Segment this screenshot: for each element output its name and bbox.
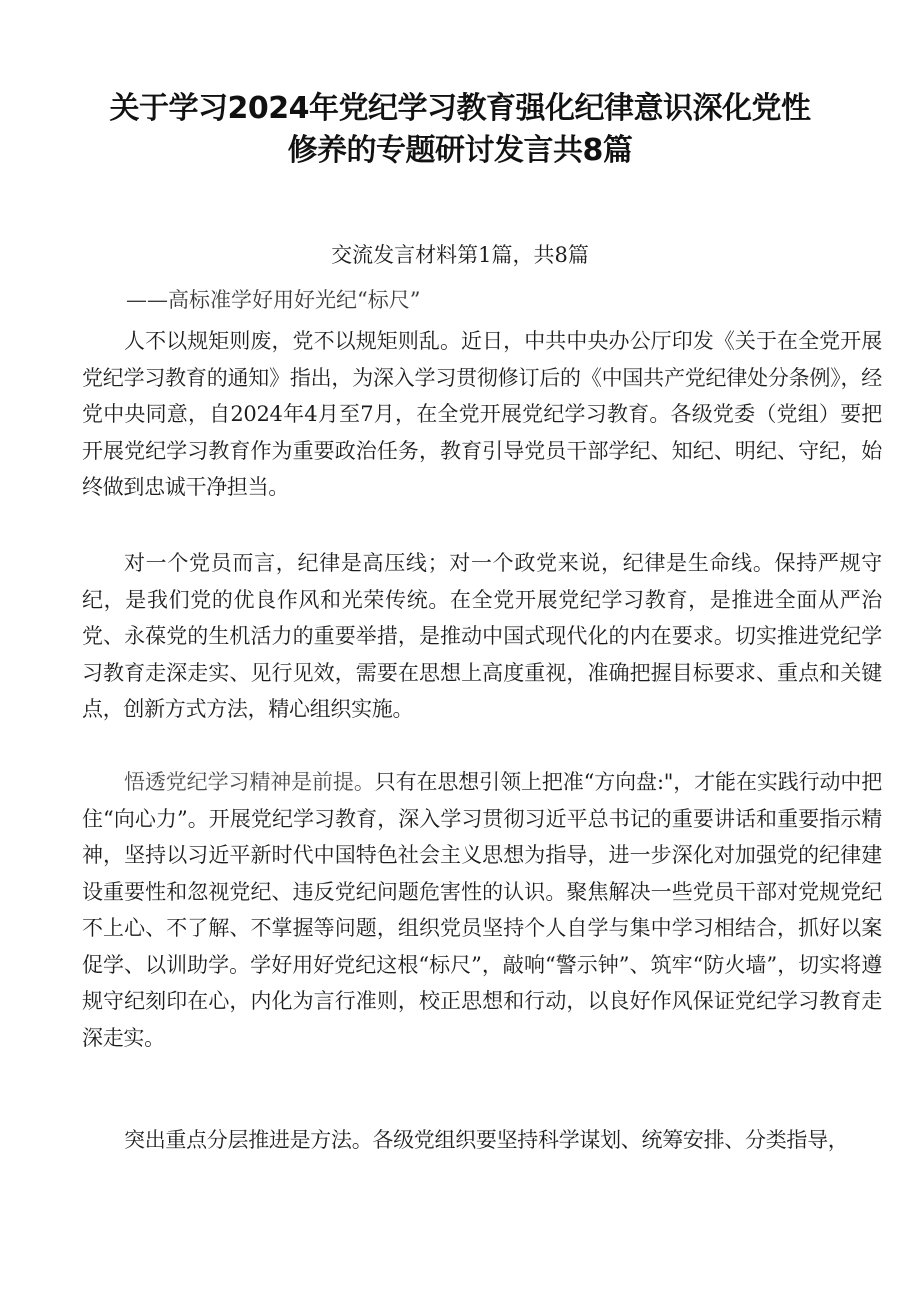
paragraph-3-lead: 悟透党纪学习精神是前提。: [124, 770, 375, 794]
document-title-line-2: 修养的专题研讨发言共8篇: [287, 133, 633, 168]
paragraph-1: [82, 323, 882, 506]
paragraph-3-text: 只有在思想引领上把准“方向盘:"，才能在实践行动中把住“向心力”。开展党纪学习教育，深入学习贯彻习近平总书记的重要讲话和重要指示精神，坚持以习近平新时代中国特色社会主义思想为指导，进一步深化对加强党的纪律建设重要性和忽视党纪、违反党纪问题危害性的认识。聚焦解决一些党员干部对党规党纪不上心、不了解、不掌握等问题，组织党员坚持个人自学与集中学习相结合，抓好以案促学、以训助学。学好用好党纪这根“标尺”，敲响“警示钟”、筑牢“防火墙”，切实将遵规守纪刻印在心，内化为言行准则，校正思想和行动，以良好作风保证党纪学习教育走深走实。: [82, 770, 883, 1050]
section-subheading: ——高标准学好用好光纪“标尺”: [126, 288, 421, 312]
paragraph-4-text: 突出重点分层推进是方法。各级党组织要坚持科学谋划、统筹安排、分类指导，: [124, 1128, 849, 1152]
document-title-line-1: 关于学习2024年党纪学习教育强化纪律意识深化党性: [109, 91, 811, 126]
paragraph-2: [82, 545, 882, 728]
paragraph-3: [82, 764, 882, 1056]
paragraph-2-text: 对一个党员而言，纪律是高压线；对一个政党来说，纪律是生命线。保持严规守纪，是我们党的优良作风和光荣传统。在全党开展党纪学习教育，是推进全面从严治党、永葆党的生机活力的重要举措，是推动中国式现代化的内在要求。切实推进党纪学习教育走深走实、见行见效，需要在思想上高度重视，准确把握目标要求、重点和关键点，创新方式方法，精心组织实施。: [82, 551, 882, 721]
paragraph-1-text: 人不以规矩则废，党不以规矩则乱。近日，中共中央办公厅印发《关于在全党开展党纪学习教育的通知》指出，为深入学习贯彻修订后的《中国共产党纪律处分条例》，经党中央同意，自2024年4月至7月，在全党开展党纪学习教育。各级党委（党组）要把开展党纪学习教育作为重要政治任务，教育引导党员干部学纪、知纪、明纪、守纪，始终做到忠诚干净担当。: [82, 329, 882, 499]
document-subtitle: 交流发言材料第1篇，共8篇: [331, 243, 589, 267]
paragraph-4: [82, 1122, 882, 1159]
